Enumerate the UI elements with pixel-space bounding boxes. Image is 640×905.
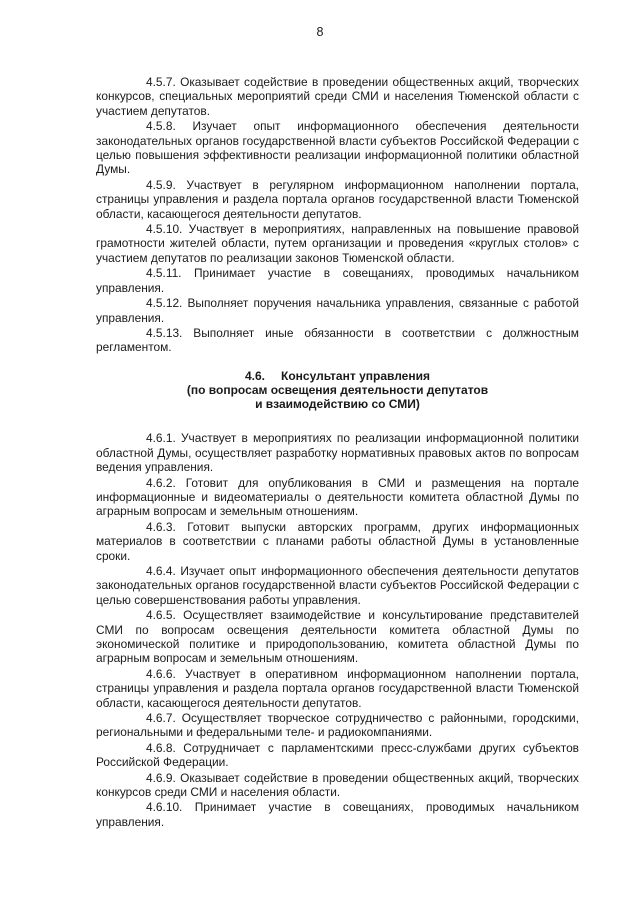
paragraph-4-6-2: 4.6.2. Готовит для опубликования в СМИ и размещения на портале информационные и видеоматериалы о деятельности комитета областной Думы по аграрным вопросам и земельным отношениям. bbox=[96, 475, 579, 519]
paragraph-4-5-11: 4.5.11. Принимает участие в совещаниях, проводимых начальником управления. bbox=[96, 266, 579, 295]
paragraph-4-6-3: 4.6.3. Готовит выпуски авторских программ, других информационных материалов в соответствии с планами работы областной Думы в установленные сроки. bbox=[96, 519, 579, 563]
heading-line-1 bbox=[96, 369, 579, 383]
heading-line-2: (по вопросам освещения деятельности депутатов bbox=[186, 382, 489, 397]
paragraph-4-5-9: 4.5.9. Участвует в регулярном информационном наполнении портала, страницы управления и раздела портала органов государственной власти Тюменской области, касающегося деятельности депутатов. bbox=[96, 177, 579, 221]
heading-title: Консультант управления bbox=[281, 368, 430, 383]
paragraph-4-6-5: 4.6.5. Осуществляет взаимодействие и консультирование представителей СМИ по вопросам освещения деятельности комитета областной Думы по экономической политике и природопользованию, комитета областной Думы по аграрным вопросам и земельным отношениям. bbox=[96, 608, 579, 666]
paragraph-4-5-12: 4.5.12. Выполняет поручения начальника управления, связанные с работой управления. bbox=[96, 296, 579, 325]
paragraph-4-5-13: 4.5.13. Выполняет иные обязанности в соответствии с должностным регламентом. bbox=[96, 325, 579, 355]
page-number: 8 bbox=[316, 25, 324, 39]
heading-line-3: и взаимодействию со СМИ) bbox=[255, 397, 420, 412]
heading-number: 4.6. bbox=[245, 368, 266, 383]
paragraph-4-5-10: 4.5.10. Участвует в мероприятиях, направленных на повышение правовой грамотности жителей области, путем организации и проведения «круглых столов» с участием депутатов по реализации законов Тюменской области. bbox=[96, 222, 579, 265]
paragraph-4-6-4: 4.6.4. Изучает опыт информационного обеспечения деятельности депутатов законодательных органов государственной власти субъектов Российской Федерации с целью совершенствования работы управления. bbox=[96, 563, 579, 607]
section-4-6-heading bbox=[96, 369, 579, 412]
paragraph-4-5-8: 4.5.8. Изучает опыт информационного обеспечения деятельности законодательных органов государственной власти субъектов Российской Федерации с целью повышения эффективности реализации информационной политики областной Думы. bbox=[96, 119, 579, 177]
paragraph-4-6-1: 4.6.1. Участвует в мероприятиях по реализации информационной политики областной Думы, осуществляет разработку нормативных правовых актов по вопросам ведения управления. bbox=[96, 431, 579, 475]
paragraph-4-6-8: 4.6.8. Сотрудничает с парламентскими пресс-службами других субъектов Российской Федерации. bbox=[96, 740, 579, 770]
paragraph-4-5-7: 4.5.7. Оказывает содействие в проведении общественных акций, творческих конкурсов, специальных мероприятий среди СМИ и населения Тюменской области с участием депутатов. bbox=[96, 75, 579, 118]
paragraph-4-6-6: 4.6.6. Участвует в оперативном информационном наполнении портала, страницы управления и раздела портала органов государственной власти Тюменской области, касающегося деятельности депутатов. bbox=[96, 666, 579, 710]
paragraph-4-6-9: 4.6.9. Оказывает содействие в проведении общественных акций, творческих конкурсов среди СМИ и населения области. bbox=[96, 770, 579, 800]
document-body bbox=[96, 75, 579, 830]
paragraph-4-6-10: 4.6.10. Принимает участие в совещаниях, проводимых начальником управления. bbox=[96, 800, 579, 829]
paragraph-4-6-7: 4.6.7. Осуществляет творческое сотрудничество с районными, городскими, региональными и федеральными теле- и радиокомпаниями. bbox=[96, 711, 579, 740]
